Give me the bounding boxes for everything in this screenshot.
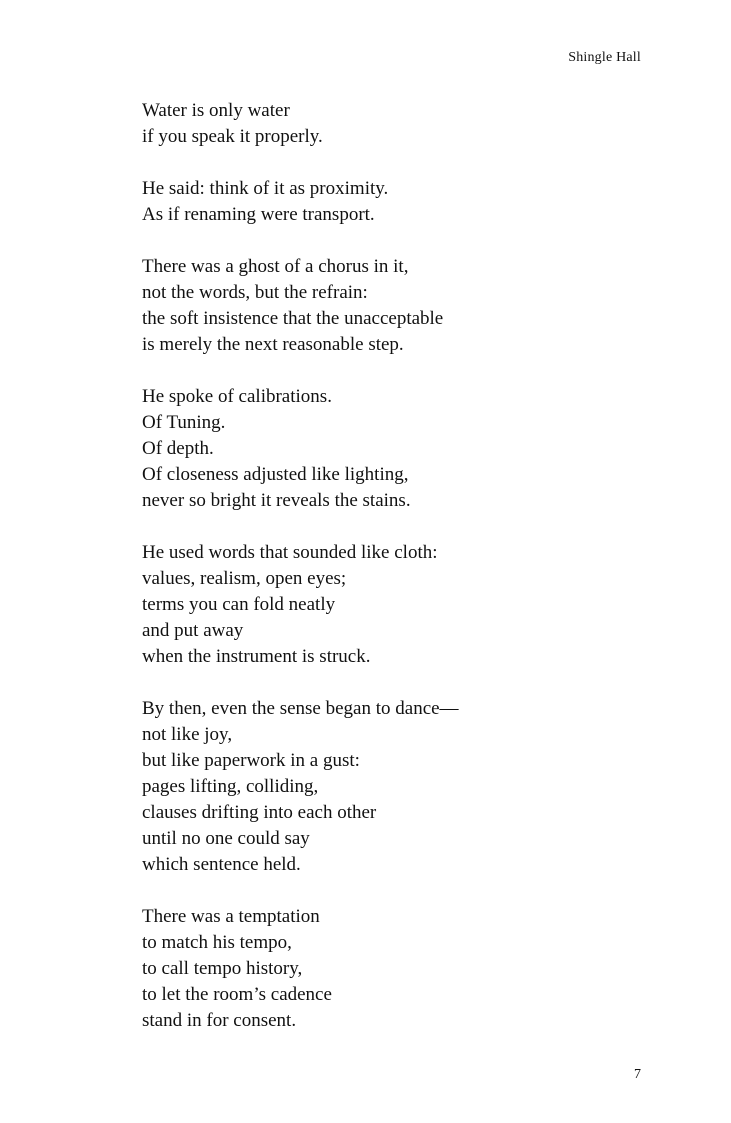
poem-line: to call tempo history, bbox=[142, 958, 303, 979]
poem-line: when the instrument is struck. bbox=[142, 646, 371, 667]
stanza bbox=[142, 98, 622, 150]
poem-line: values, realism, open eyes; bbox=[142, 568, 347, 589]
poem-line: which sentence held. bbox=[142, 854, 301, 875]
poem-line: Of closeness adjusted like lighting, bbox=[142, 464, 409, 485]
poem-line: There was a temptation bbox=[142, 906, 320, 927]
stanza bbox=[142, 254, 622, 358]
poem-line: never so bright it reveals the stains. bbox=[142, 490, 411, 511]
poem-line: not like joy, bbox=[142, 724, 233, 745]
poem-line: terms you can fold neatly bbox=[142, 594, 336, 615]
poem-line: Of Tuning. bbox=[142, 412, 226, 433]
poem-line: to match his tempo, bbox=[142, 932, 292, 953]
poem-line: is merely the next reasonable step. bbox=[142, 334, 404, 355]
stanza bbox=[142, 540, 622, 670]
running-header-title: Shingle Hall bbox=[568, 50, 641, 65]
poem-line: but like paperwork in a gust: bbox=[142, 750, 360, 771]
poem-line: and put away bbox=[142, 620, 244, 641]
poem-line: not the words, but the refrain: bbox=[142, 282, 368, 303]
poem-line: He spoke of calibrations. bbox=[142, 386, 332, 407]
page-number: 7 bbox=[634, 1067, 641, 1082]
poem-line: Water is only water bbox=[142, 100, 290, 121]
poem-line: to let the room’s cadence bbox=[142, 984, 332, 1005]
poem-line: clauses drifting into each other bbox=[142, 802, 377, 823]
poem-line: the soft insistence that the unacceptable bbox=[142, 308, 444, 329]
stanza bbox=[142, 904, 622, 1034]
poem-line: if you speak it properly. bbox=[142, 126, 323, 147]
poem-line: He said: think of it as proximity. bbox=[142, 178, 389, 199]
poem-body bbox=[142, 98, 622, 1060]
poem-line: stand in for consent. bbox=[142, 1010, 297, 1031]
stanza bbox=[142, 176, 622, 228]
poem-line: until no one could say bbox=[142, 828, 310, 849]
poem-line: As if renaming were transport. bbox=[142, 204, 375, 225]
stanza bbox=[142, 384, 622, 514]
poem-line: He used words that sounded like cloth: bbox=[142, 542, 438, 563]
poem-line: There was a ghost of a chorus in it, bbox=[142, 256, 409, 277]
poem-line: Of depth. bbox=[142, 438, 214, 459]
poem-line: By then, even the sense began to dance— bbox=[142, 698, 459, 719]
poem-line: pages lifting, colliding, bbox=[142, 776, 319, 797]
stanza bbox=[142, 696, 622, 878]
